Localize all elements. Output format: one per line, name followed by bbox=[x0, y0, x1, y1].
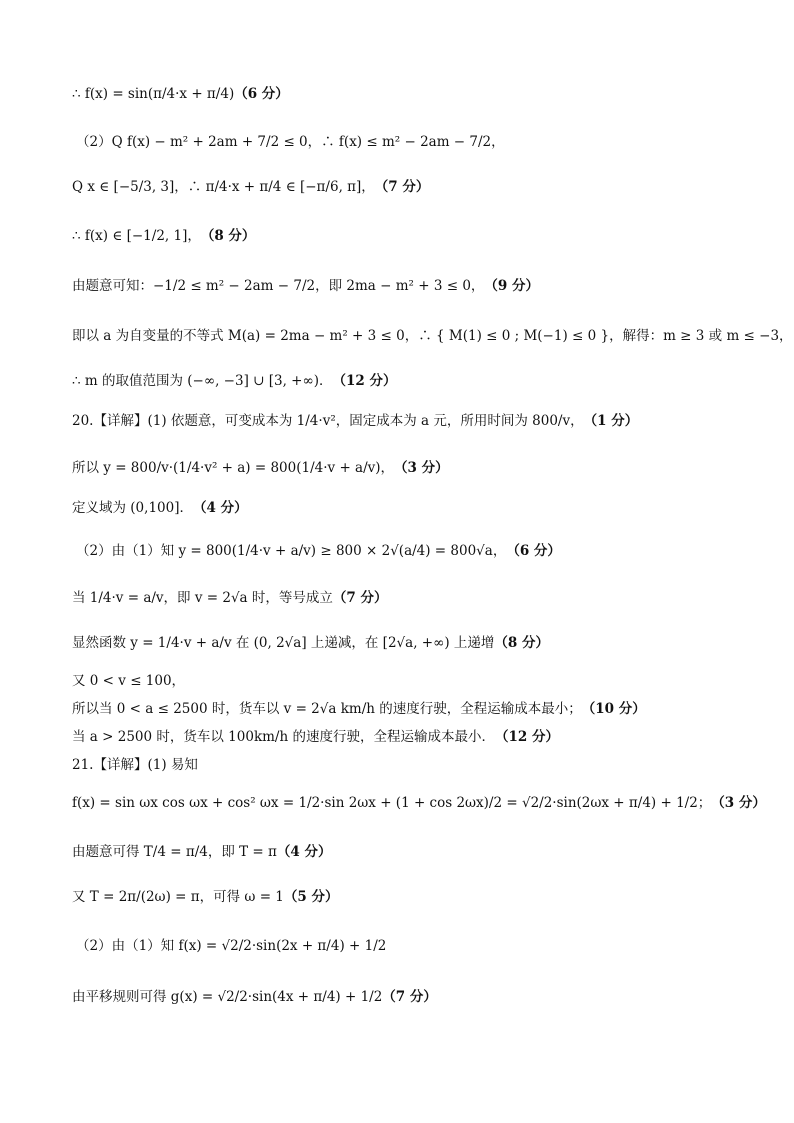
solution-line-20 bbox=[72, 891, 338, 905]
formula-text: 由题意可知：−1/2 ≤ m² − 2am − 7/2，即 2ma − m² + 3 ≤ 0， bbox=[72, 278, 485, 294]
score-label: （7 分） bbox=[382, 989, 437, 1005]
score-label: （6 分） bbox=[506, 543, 561, 559]
solution-line-2 bbox=[76, 136, 505, 150]
score-label: （8 分） bbox=[494, 635, 549, 651]
solution-line-1 bbox=[72, 88, 289, 102]
solution-line-10 bbox=[72, 502, 248, 516]
solution-line-19 bbox=[72, 846, 332, 860]
formula-text: 即以 a 为自变量的不等式 M(a) = 2ma − m² + 3 ≤ 0，∴ { M(1) ≤ 0 ; M(−1) ≤ 0 }，解得：m ≥ 3 或 m ≤ −3， bbox=[72, 328, 793, 344]
formula-text: 由平移规则可得 g(x) = √2/2·sin(4x + π/4) + 1/2 bbox=[72, 989, 383, 1005]
score-label: （3 分） bbox=[394, 460, 449, 476]
solution-line-12 bbox=[72, 592, 388, 606]
solution-line-15 bbox=[72, 703, 646, 717]
solution-line-8 bbox=[72, 415, 638, 429]
formula-text: Q x ∈ [−5/3, 3]，∴ π/4·x + π/4 ∈ [−π/6, π]， bbox=[72, 179, 375, 195]
score-label: （12 分） bbox=[332, 373, 397, 389]
formula-text: 当 1/4·v = a/v，即 v = 2√a 时，等号成立 bbox=[72, 590, 333, 606]
solution-line-4 bbox=[72, 230, 255, 244]
solution-line-5 bbox=[72, 280, 539, 294]
formula-text: （2）由（1）知 y = 800(1/4·v + a/v) ≥ 800 × 2√(a/4) = 800√a， bbox=[76, 543, 507, 559]
score-label: （7 分） bbox=[374, 179, 430, 195]
score-label: （12 分） bbox=[494, 729, 559, 745]
score-label: （10 分） bbox=[581, 701, 646, 717]
formula-text: f(x) = sin ωx cos ωx + cos² ωx = 1/2·sin 2ωx + (1 + cos 2ωx)/2 = √2/2·sin(2ωx + π/4) + 1/2； bbox=[72, 795, 712, 811]
formula-text: 定义域为 (0,100]． bbox=[72, 500, 193, 516]
formula-text: （2）由（1）知 f(x) = √2/2·sin(2x + π/4) + 1/2 bbox=[76, 938, 387, 954]
solution-line-9 bbox=[72, 462, 449, 476]
solution-line-13 bbox=[72, 637, 549, 651]
solution-line-18 bbox=[72, 797, 766, 811]
score-label: （6 分） bbox=[234, 86, 289, 102]
formula-text: 又 0 < v ≤ 100， bbox=[72, 673, 186, 689]
formula-text: 当 a > 2500 时，货车以 100km/h 的速度行驶，全程运输成本最小． bbox=[72, 729, 495, 745]
formula-text: 所以当 0 < a ≤ 2500 时，货车以 v = 2√a km/h 的速度行驶，全程运输成本最小； bbox=[72, 701, 582, 717]
formula-text: 20.【详解】(1) 依题意，可变成本为 1/4·v²，固定成本为 a 元，所用时间为 800/v， bbox=[72, 413, 584, 429]
solution-line-6 bbox=[72, 330, 793, 344]
formula-text: ∴ f(x) ∈ [−1/2, 1]， bbox=[72, 228, 201, 244]
formula-text: 又 T = 2π/(2ω) = π，可得 ω = 1 bbox=[72, 889, 284, 905]
score-label: （1 分） bbox=[583, 413, 639, 429]
solution-line-3 bbox=[72, 181, 429, 195]
solution-line-11 bbox=[76, 545, 561, 559]
formula-text: 所以 y = 800/v·(1/4·v² + a) = 800(1/4·v + a/v)， bbox=[72, 460, 395, 476]
score-label: （3 分） bbox=[711, 795, 766, 811]
formula-text: 显然函数 y = 1/4·v + a/v 在 (0, 2√a] 上递减，在 [2√a, +∞) 上递增 bbox=[72, 635, 495, 651]
formula-text: （2）Q f(x) − m² + 2am + 7/2 ≤ 0，∴ f(x) ≤ m² − 2am − 7/2， bbox=[76, 134, 505, 150]
solution-line-22 bbox=[72, 991, 437, 1005]
solution-line-17 bbox=[72, 759, 198, 773]
score-label: （7 分） bbox=[332, 590, 388, 606]
solution-line-16 bbox=[72, 731, 559, 745]
score-label: （9 分） bbox=[484, 278, 539, 294]
solution-line-21 bbox=[76, 940, 386, 954]
solution-line-7 bbox=[72, 375, 397, 389]
formula-text: ∴ f(x) = sin(π/4·x + π/4) bbox=[72, 86, 235, 102]
formula-text: ∴ m 的取值范围为 (−∞, −3] ∪ [3, +∞)． bbox=[72, 373, 333, 389]
score-label: （5 分） bbox=[283, 889, 339, 905]
formula-text: 由题意可得 T/4 = π/4，即 T = π bbox=[72, 844, 277, 860]
score-label: （4 分） bbox=[276, 844, 332, 860]
solution-line-14 bbox=[72, 675, 185, 689]
score-label: （4 分） bbox=[192, 500, 248, 516]
formula-text: 21.【详解】(1) 易知 bbox=[72, 757, 198, 773]
score-label: （8 分） bbox=[200, 228, 256, 244]
